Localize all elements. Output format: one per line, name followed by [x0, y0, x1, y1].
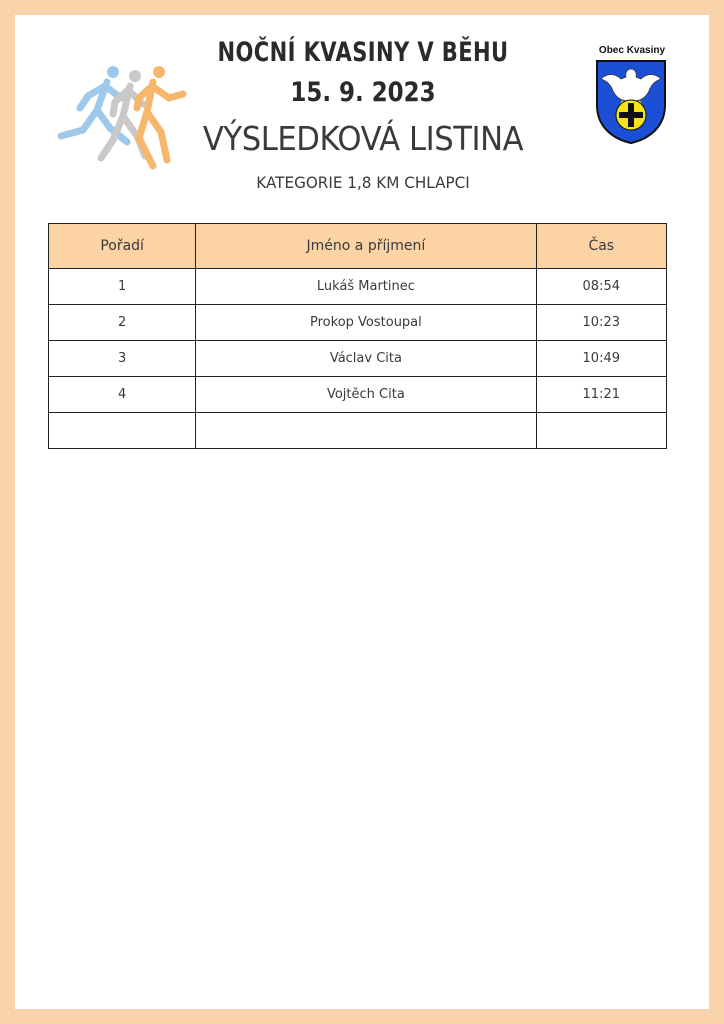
table-row	[49, 341, 667, 377]
cell-time: 10:23	[536, 305, 666, 341]
column-header-name: Jméno a příjmení	[196, 224, 536, 269]
column-header-rank: Pořadí	[49, 224, 196, 269]
table-row	[49, 377, 667, 413]
runners-icon	[55, 60, 190, 172]
cell-time: 08:54	[536, 269, 666, 305]
cell-name: Prokop Vostoupal	[196, 305, 536, 341]
category-label: KATEGORIE 1,8 KM CHLAPCI	[256, 173, 470, 192]
event-date: 15. 9. 2023	[290, 77, 436, 108]
municipality-logo	[590, 45, 674, 160]
cell-time	[536, 413, 666, 449]
cell-rank: 4	[49, 377, 196, 413]
cell-name: Lukáš Martinec	[196, 269, 536, 305]
document-title: VÝSLEDKOVÁ LISTINA	[202, 119, 524, 158]
coat-of-arms-icon	[593, 59, 669, 145]
cell-rank: 3	[49, 341, 196, 377]
results-table	[48, 223, 667, 449]
table-row	[49, 305, 667, 341]
cell-rank: 2	[49, 305, 196, 341]
results-sheet	[15, 15, 709, 1009]
cell-name: Václav Cita	[196, 341, 536, 377]
cell-time: 10:49	[536, 341, 666, 377]
cell-name: Vojtěch Cita	[196, 377, 536, 413]
table-row-empty	[49, 413, 667, 449]
event-title: NOČNÍ KVASINY V BĚHU	[217, 37, 509, 68]
table-header-row	[49, 224, 667, 269]
table-row	[49, 269, 667, 305]
cell-rank: 1	[49, 269, 196, 305]
crest-label: Obec Kvasiny	[598, 45, 666, 56]
cell-time: 11:21	[536, 377, 666, 413]
cell-rank	[49, 413, 196, 449]
column-header-time: Čas	[536, 224, 666, 269]
cell-name	[196, 413, 536, 449]
